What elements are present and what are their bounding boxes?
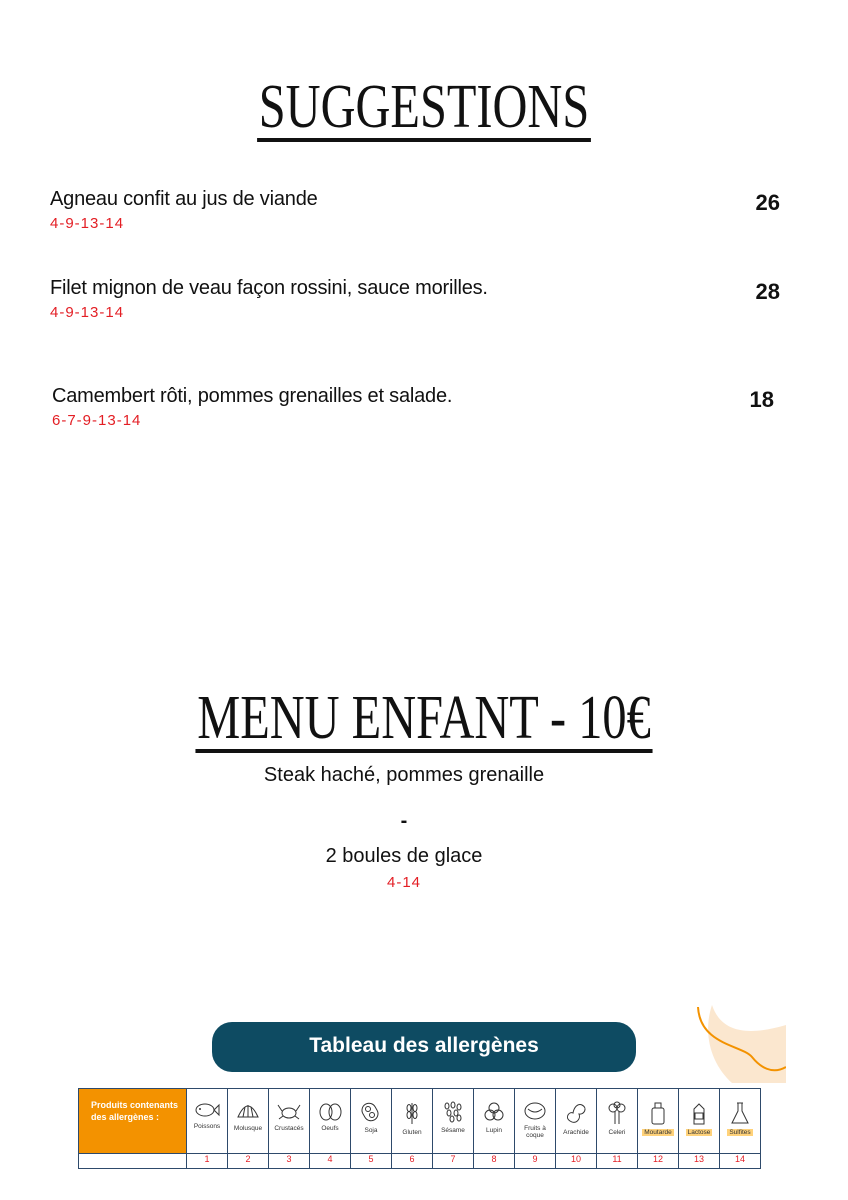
- milk-icon: [689, 1101, 709, 1125]
- allergen-cell: [638, 1089, 679, 1154]
- dish-name: Filet mignon de veau façon rossini, sauce morilles.: [50, 277, 488, 299]
- allergen-label: Oeufs: [321, 1125, 339, 1132]
- flask-icon: [729, 1101, 751, 1125]
- empty-cell: [79, 1154, 187, 1169]
- dish-allergens: 4-9-13-14: [50, 304, 125, 321]
- allergen-label: Arachide: [563, 1129, 589, 1136]
- allergen-icon-row: [79, 1089, 761, 1154]
- allergen-cell: [597, 1089, 638, 1154]
- allergen-label: Sulfites: [729, 1129, 751, 1136]
- lupin-icon: [482, 1101, 506, 1123]
- allergen-cell: [392, 1089, 433, 1154]
- allergen-cell: [187, 1089, 228, 1154]
- allergen-label: Lactose: [687, 1129, 711, 1136]
- allergen-label: Soja: [364, 1127, 378, 1134]
- shell-icon: [236, 1101, 260, 1121]
- decorative-blob: [692, 1005, 786, 1083]
- allergen-number: 3: [269, 1154, 310, 1169]
- fish-icon: [194, 1101, 220, 1119]
- allergen-number: 1: [187, 1154, 228, 1169]
- allergen-cell: [474, 1089, 515, 1154]
- allergen-label: Sésame: [441, 1127, 465, 1134]
- allergen-cell: [679, 1089, 720, 1154]
- allergen-cell: [556, 1089, 597, 1154]
- allergen-table: [78, 1088, 761, 1169]
- allergen-label: Moutarde: [644, 1129, 672, 1136]
- allergen-cell: [515, 1089, 556, 1154]
- allergen-number: 7: [433, 1154, 474, 1169]
- allergen-number: 12: [638, 1154, 679, 1169]
- allergen-number: 13: [679, 1154, 720, 1169]
- soy-icon: [359, 1101, 383, 1123]
- allergen-table-header: Produits contenants des allergènes :: [79, 1089, 187, 1154]
- kids-menu-title: MENU ENFANT - 10€: [197, 684, 651, 752]
- dish-item: [50, 277, 790, 321]
- allergen-cell: [433, 1089, 474, 1154]
- allergen-label: Poissons: [193, 1123, 221, 1130]
- allergen-cell: [310, 1089, 351, 1154]
- dish-price: 28: [755, 279, 780, 304]
- suggestions-title: SUGGESTIONS: [258, 73, 590, 141]
- allergen-label: Gluten: [402, 1129, 422, 1136]
- allergen-label: Lupin: [486, 1127, 502, 1134]
- kids-allergens: 4-14: [386, 874, 422, 891]
- wheat-icon: [402, 1101, 422, 1125]
- dish-allergens: 6-7-9-13-14: [52, 412, 142, 429]
- dish-item: [50, 188, 790, 232]
- allergen-number: 9: [515, 1154, 556, 1169]
- allergen-cell: [720, 1089, 761, 1154]
- allergen-number: 10: [556, 1154, 597, 1169]
- dish-price: 26: [755, 190, 780, 215]
- dish-allergens: 4-9-13-14: [50, 215, 125, 232]
- allergen-number: 4: [310, 1154, 351, 1169]
- peanut-icon: [564, 1101, 588, 1125]
- allergen-banner: Tableau des allergènes: [212, 1022, 636, 1072]
- dish-item: [52, 385, 792, 429]
- dish-price: 18: [749, 387, 774, 412]
- sesame-icon: [441, 1101, 465, 1123]
- allergen-number: 14: [720, 1154, 761, 1169]
- kids-separator: -: [400, 810, 408, 832]
- allergen-label: Fruits à coque: [524, 1125, 546, 1139]
- allergen-cell: [228, 1089, 269, 1154]
- allergen-label: Celeri: [608, 1129, 626, 1136]
- allergen-number: 6: [392, 1154, 433, 1169]
- allergen-number: 8: [474, 1154, 515, 1169]
- dish-name: Camembert rôti, pommes grenailles et salade.: [52, 385, 453, 407]
- nut-icon: [523, 1101, 547, 1121]
- kids-main-course: Steak haché, pommes grenaille: [263, 764, 545, 786]
- crab-icon: [276, 1101, 302, 1121]
- allergen-number: 5: [351, 1154, 392, 1169]
- allergen-cell: [351, 1089, 392, 1154]
- celery-icon: [606, 1101, 628, 1125]
- mustard-icon: [648, 1101, 668, 1125]
- kids-dessert: 2 boules de glace: [325, 845, 483, 867]
- allergen-number: 11: [597, 1154, 638, 1169]
- allergen-cell: [269, 1089, 310, 1154]
- egg-icon: [317, 1101, 343, 1121]
- allergen-label: Crustacés: [274, 1125, 304, 1132]
- allergen-number-row: [79, 1154, 761, 1169]
- allergen-number: 2: [228, 1154, 269, 1169]
- allergen-label: Molusque: [233, 1125, 263, 1132]
- dish-name: Agneau confit au jus de viande: [50, 188, 318, 210]
